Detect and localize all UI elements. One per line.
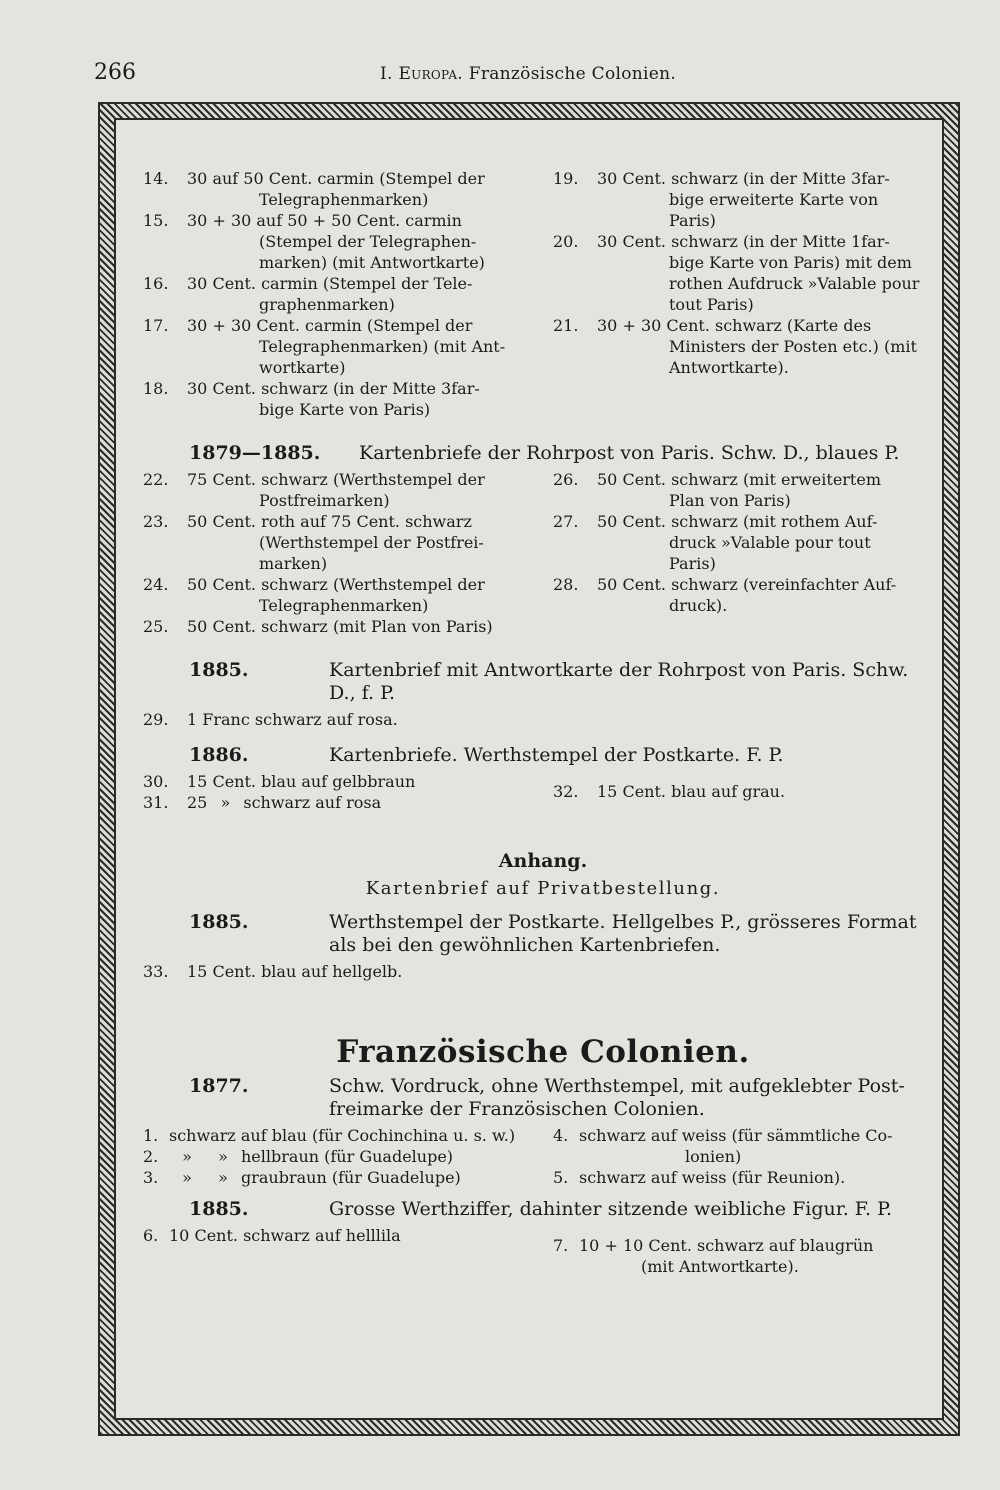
entry-23 (143, 511, 533, 574)
heading-text: Kartenbriefe der Rohrpost von Paris. Schw. D., blaues P. (359, 442, 900, 464)
entry-number: 32. (553, 782, 579, 801)
entry-value: 25 (187, 793, 208, 812)
entry-21 (553, 315, 943, 378)
entry-text: 30 auf 50 Cent. carmin (Stempel der (187, 169, 485, 188)
entry-number: 18. (143, 379, 169, 398)
right-column (553, 469, 943, 637)
entry-25 (143, 616, 533, 637)
entry-19 (553, 168, 943, 231)
entry-32 (553, 781, 943, 802)
entry-31 (143, 792, 533, 813)
year-label: 1879—1885. (189, 442, 321, 464)
entry-29 (143, 709, 943, 730)
colony-entry-6 (143, 1225, 533, 1246)
section-heading-1885-colonies (143, 1198, 943, 1221)
entry-text: 15 Cent. blau auf grau. (597, 782, 786, 801)
left-column (143, 469, 533, 637)
year-label: 1886. (189, 744, 249, 766)
entries-colonies-6-7 (143, 1225, 943, 1277)
ditto-mark: » (182, 1168, 192, 1187)
entry-number: 27. (553, 512, 579, 531)
section-heading-1877 (143, 1075, 943, 1121)
entry-text: schwarz auf blau (für Cochinchina u. s. w.) (169, 1126, 516, 1145)
entry-number: 31. (143, 793, 169, 812)
left-column (143, 1125, 543, 1188)
year-label: 1885. (189, 659, 249, 681)
page-number: 266 (94, 60, 136, 85)
entry-number: 2. (143, 1147, 159, 1166)
heading-text: Kartenbriefe. Werthstempel der Postkarte. F. P. (329, 744, 784, 766)
entry-17 (143, 315, 533, 378)
colony-entry-1 (143, 1125, 543, 1146)
colony-entry-4 (553, 1125, 943, 1167)
left-column (143, 1225, 533, 1277)
entry-text: 50 Cent. schwarz (mit Plan von Paris) (187, 617, 493, 636)
heading-text: als bei den gewöhnlichen Kartenbriefen. (329, 934, 721, 956)
entry-number: 16. (143, 274, 169, 293)
entry-22 (143, 469, 533, 511)
entry-text: Antwortkarte). (669, 358, 789, 377)
entry-text: 15 Cent. blau auf gelbbraun (187, 772, 416, 791)
colony-entry-7 (553, 1235, 943, 1277)
running-head (380, 64, 676, 84)
entry-text: 1 Franc schwarz auf rosa. (187, 710, 398, 729)
entry-number: 5. (553, 1168, 569, 1187)
heading-text: Werthstempel der Postkarte. Hellgelbes P., grösseres Format (329, 911, 917, 933)
appendix-title: Anhang. (498, 850, 588, 872)
entry-text: rothen Aufdruck »Valable pour (669, 274, 920, 293)
entry-text: 30 Cent. schwarz (in der Mitte 3far- (187, 379, 480, 398)
entry-number: 17. (143, 316, 169, 335)
year-label: 1885. (189, 911, 249, 933)
entry-text: Telegraphenmarken) (mit Ant- (259, 337, 506, 356)
entries-colonies-1-5 (143, 1125, 943, 1188)
colonies-section-title: Französische Colonien. (336, 1034, 750, 1070)
entry-text: Paris) (669, 554, 716, 573)
left-column (143, 168, 533, 420)
entry-text: druck »Valable pour tout (669, 533, 871, 552)
entry-text: Telegraphenmarken) (259, 596, 429, 615)
heading-text: Kartenbrief mit Antwortkarte der Rohrpost von Paris. Schw. (329, 659, 909, 681)
entry-26 (553, 469, 943, 511)
section-heading-1885-private (143, 911, 943, 957)
ditto-mark: » (182, 1147, 192, 1166)
entry-text: (Werthstempel der Postfrei- (259, 533, 484, 552)
left-column (143, 771, 533, 813)
entry-text: marken) (mit Antwortkarte) (259, 253, 485, 272)
colony-entry-2 (143, 1146, 543, 1167)
entry-text: wortkarte) (259, 358, 346, 377)
entry-14 (143, 168, 533, 210)
entry-text: (Stempel der Telegraphen- (259, 232, 477, 251)
entry-number: 29. (143, 710, 169, 729)
entry-18 (143, 378, 533, 420)
entry-text: 10 + 10 Cent. schwarz auf blaugrün (579, 1236, 874, 1255)
part-numeral: I. (380, 64, 393, 84)
entry-text: marken) (259, 554, 328, 573)
entry-number: 21. (553, 316, 579, 335)
section-heading-1886 (143, 744, 943, 767)
right-column (553, 1125, 943, 1188)
ditto-mark: » (218, 1168, 228, 1187)
entry-number: 26. (553, 470, 579, 489)
entry-text: schwarz auf weiss (für Reunion). (579, 1168, 846, 1187)
entry-text: 15 Cent. blau auf hellgelb. (187, 962, 403, 981)
entry-text: Postfreimarken) (259, 491, 390, 510)
entry-text: 50 Cent. schwarz (mit erweitertem (597, 470, 881, 489)
entry-text: hellbraun (für Guadelupe) (241, 1147, 454, 1166)
entry-text: 30 + 30 Cent. schwarz (Karte des (597, 316, 872, 335)
right-column (553, 771, 943, 813)
entries-22-28 (143, 469, 943, 637)
entry-text: bige Karte von Paris) mit dem (669, 253, 912, 272)
region-label: Europa. (398, 64, 463, 84)
entry-16 (143, 273, 533, 315)
entry-number: 24. (143, 575, 169, 594)
entry-text: 30 Cent. schwarz (in der Mitte 1far- (597, 232, 890, 251)
heading-text: freimarke der Französischen Colonien. (329, 1098, 705, 1120)
entry-number: 4. (553, 1126, 569, 1145)
catalog-content (143, 168, 943, 1277)
entry-number: 7. (553, 1236, 569, 1255)
heading-text: Grosse Werthziffer, dahinter sitzende weibliche Figur. F. P. (329, 1198, 893, 1220)
entry-number: 30. (143, 772, 169, 791)
entry-text: 75 Cent. schwarz (Werthstempel der (187, 470, 485, 489)
appendix-subtitle: Kartenbrief auf Privatbestellung. (365, 878, 721, 899)
entry-24 (143, 574, 533, 616)
entry-text: schwarz auf rosa (243, 793, 382, 812)
right-column (553, 1225, 943, 1277)
entry-number: 19. (553, 169, 579, 188)
entry-number: 20. (553, 232, 579, 251)
entry-text: 50 Cent. roth auf 75 Cent. schwarz (187, 512, 472, 531)
colony-entry-3 (143, 1167, 543, 1188)
ditto-mark: » (220, 793, 231, 812)
entry-number: 15. (143, 211, 169, 230)
entry-number: 28. (553, 575, 579, 594)
entry-number: 1. (143, 1126, 159, 1145)
entries-30-32 (143, 771, 943, 813)
topic-label: Französische Colonien. (468, 64, 677, 84)
entry-text: druck). (669, 596, 728, 615)
entry-number: 3. (143, 1168, 159, 1187)
entry-number: 22. (143, 470, 169, 489)
entries-14-21 (143, 168, 943, 420)
entry-30 (143, 771, 533, 792)
heading-text: Schw. Vordruck, ohne Werthstempel, mit aufgeklebter Post- (329, 1075, 905, 1097)
entry-text: tout Paris) (669, 295, 754, 314)
entry-text: bige erweiterte Karte von (669, 190, 879, 209)
entry-15 (143, 210, 533, 273)
entry-text: bige Karte von Paris) (259, 400, 431, 419)
entry-text: 10 Cent. schwarz auf helllila (169, 1226, 401, 1245)
entry-text: Paris) (669, 211, 716, 230)
entry-number: 14. (143, 169, 169, 188)
entry-27 (553, 511, 943, 574)
entry-text: graphenmarken) (259, 295, 395, 314)
year-label: 1885. (189, 1198, 249, 1220)
entry-number: 23. (143, 512, 169, 531)
entry-text: 30 + 30 Cent. carmin (Stempel der (187, 316, 473, 335)
entry-text: Telegraphenmarken) (259, 190, 429, 209)
ditto-mark: » (218, 1147, 228, 1166)
entry-text: lonien) (685, 1147, 742, 1166)
entry-text: 30 + 30 auf 50 + 50 Cent. carmin (187, 211, 462, 230)
entry-text: (mit Antwortkarte). (641, 1257, 799, 1276)
entry-text: Plan von Paris) (669, 491, 791, 510)
entry-33 (143, 961, 943, 982)
entry-number: 33. (143, 962, 169, 981)
heading-text: D., f. P. (329, 682, 396, 704)
colony-entry-5 (553, 1167, 943, 1188)
entry-text: 50 Cent. schwarz (Werthstempel der (187, 575, 485, 594)
entry-text: graubraun (für Guadelupe) (241, 1168, 461, 1187)
entry-text: Ministers der Posten etc.) (mit (669, 337, 917, 356)
section-heading-1885-rohrpost (143, 659, 943, 705)
entry-text: 30 Cent. schwarz (in der Mitte 3far- (597, 169, 890, 188)
section-heading-1879 (143, 442, 943, 465)
entry-text: 30 Cent. carmin (Stempel der Tele- (187, 274, 473, 293)
entry-number: 6. (143, 1226, 159, 1245)
entry-text: 50 Cent. schwarz (vereinfachter Auf- (597, 575, 897, 594)
year-label: 1877. (189, 1075, 249, 1097)
right-column (553, 168, 943, 420)
entry-text: schwarz auf weiss (für sämmtliche Co- (579, 1126, 893, 1145)
entry-20 (553, 231, 943, 315)
entry-number: 25. (143, 617, 169, 636)
entry-text: 50 Cent. schwarz (mit rothem Auf- (597, 512, 878, 531)
entry-28 (553, 574, 943, 616)
